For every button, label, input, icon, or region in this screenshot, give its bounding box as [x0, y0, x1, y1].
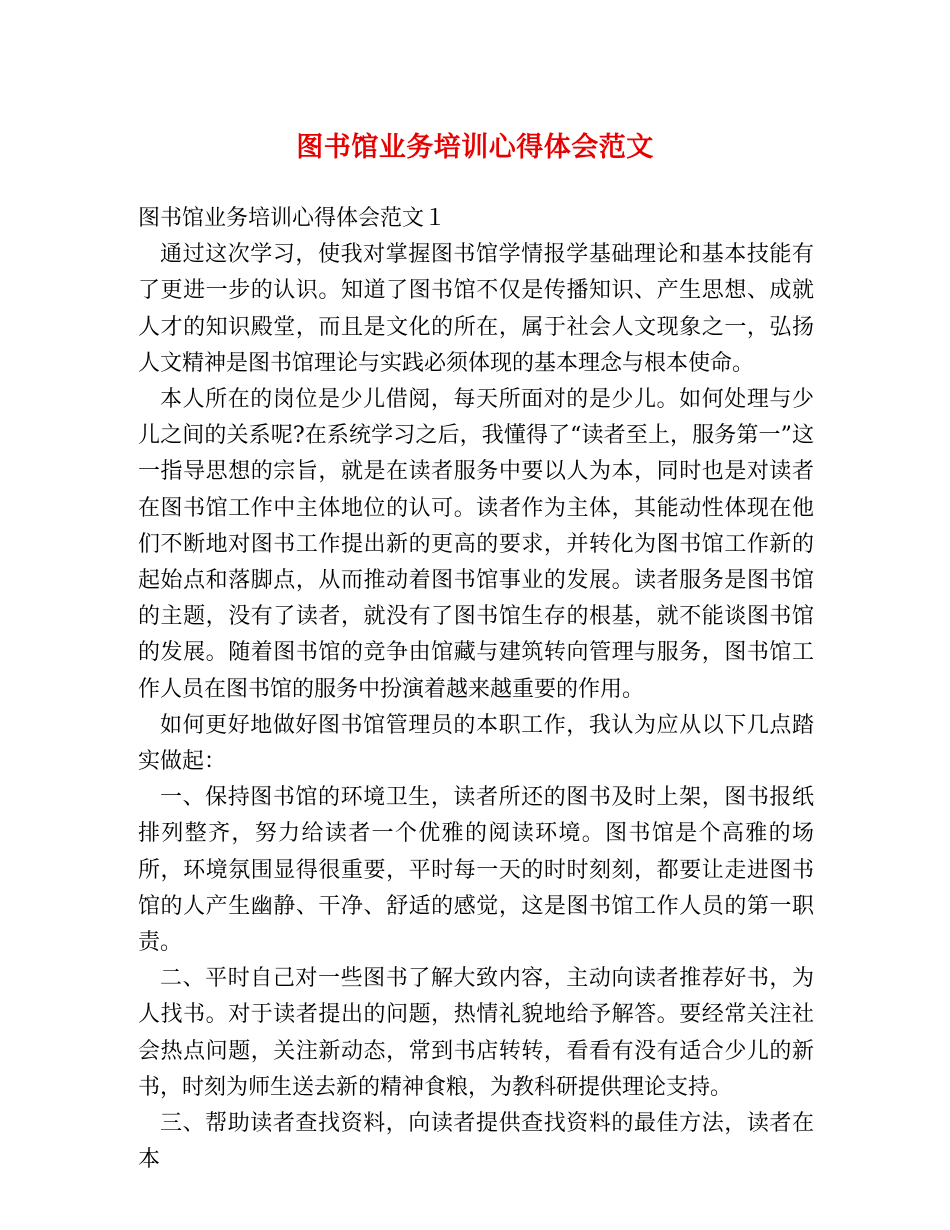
paragraph: 二、平时自己对一些图书了解大致内容，主动向读者推荐好书，为人找书。对于读者提出的问题，热情礼貌地给予解答。要经常关注社会热点问题，关注新动态，常到书店转转，看看有没有适合少儿的新书，时刻为师生送去新的精神食粮，为教科研提供理论支持。: [138, 966, 814, 1100]
paragraph: 通过这次学习，使我对掌握图书馆学情报学基础理论和基本技能有了更进一步的认识。知道了图书馆不仅是传播知识、产生思想、成就人才的知识殿堂，而且是文化的所在，属于社会人文现象之一，弘扬人文精神是图书馆理论与实践必须体现的基本理念与根本使命。: [138, 242, 814, 376]
document-subtitle: 图书馆业务培训心得体会范文１: [138, 206, 447, 231]
paragraph: 如何更好地做好图书馆管理员的本职工作，我认为应从以下几点踏实做起：: [138, 712, 814, 775]
document-title: 图书馆业务培训心得体会范文: [296, 132, 654, 163]
document-body: [138, 201, 814, 1178]
paragraph: 本人所在的岗位是少儿借阅，每天所面对的是少儿。如何处理与少儿之间的关系呢?在系统学习之后，我懂得了“读者至上，服务第一”这一指导思想的宗旨，就是在读者服务中要以人为本，同时也是对读者在图书馆工作中主体地位的认可。读者作为主体，其能动性体现在他们不断地对图书工作提出新的更高的要求，并转化为图书馆工作新的起始点和落脚点，从而推动着图书馆事业的发展。读者服务是图书馆的主题，没有了读者，就没有了图书馆生存的根基，就不能谈图书馆的发展。随着图书馆的竞争由馆藏与建筑转向管理与服务，图书馆工作人员在图书馆的服务中扮演着越来越重要的作用。: [138, 387, 814, 702]
paragraph: 一、保持图书馆的环境卫生，读者所还的图书及时上架，图书报纸排列整齐，努力给读者一个优雅的阅读环境。图书馆是个高雅的场所，环境氛围显得很重要，平时每一天的时时刻刻，都要让走进图书馆的人产生幽静、干净、舒适的感觉，这是图书馆工作人员的第一职责。: [138, 785, 814, 956]
paragraph: 三、帮助读者查找资料，向读者提供查找资料的最佳方法，读者在本: [138, 1111, 814, 1173]
